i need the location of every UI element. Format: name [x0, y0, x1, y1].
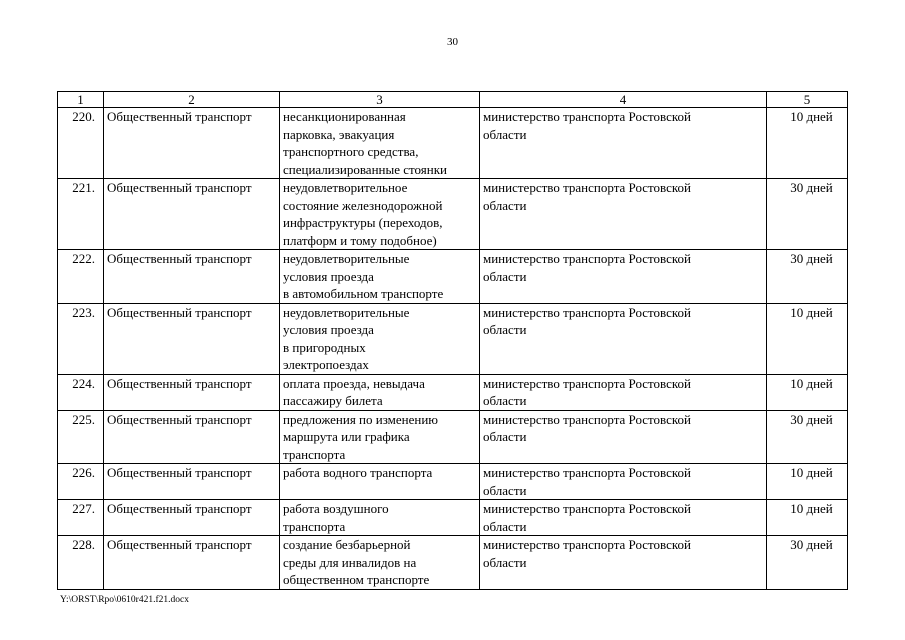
- authority-cell: [480, 108, 767, 179]
- description-cell: [280, 179, 480, 250]
- description-line: транспорта: [283, 518, 346, 534]
- table-row: [58, 303, 848, 374]
- term-cell: 10 дней: [767, 464, 848, 500]
- authority-line: министерство транспорта Ростовской: [483, 411, 692, 427]
- column-header: 2: [104, 92, 280, 108]
- description-line: транспорта: [283, 446, 346, 462]
- description-line: инфраструктуры (переходов,: [283, 215, 443, 230]
- header-row: [58, 92, 848, 108]
- description-line: работа воздушного: [283, 501, 389, 516]
- term-cell: 30 дней: [767, 410, 848, 464]
- transport-table: [57, 91, 848, 590]
- table-row: [58, 536, 848, 590]
- category-cell: Общественный транспорт: [104, 464, 280, 500]
- authority-line: области: [483, 518, 527, 534]
- authority-line: области: [483, 429, 527, 444]
- authority-cell: [480, 374, 767, 410]
- table-row: [58, 108, 848, 179]
- authority-line: области: [483, 322, 527, 337]
- row-number-cell: 226.: [58, 464, 104, 500]
- description-cell: [280, 536, 480, 590]
- category-cell: Общественный транспорт: [104, 108, 280, 179]
- authority-line: области: [483, 197, 527, 213]
- row-number-cell: 223.: [58, 303, 104, 374]
- authority-cell: [480, 500, 767, 536]
- description-line: неудовлетворительные: [283, 251, 410, 266]
- description-line: создание безбарьерной: [283, 537, 411, 552]
- category-cell: Общественный транспорт: [104, 500, 280, 536]
- authority-line: области: [483, 126, 527, 142]
- description-line: пассажиру билета: [283, 393, 383, 408]
- term-cell: 10 дней: [767, 500, 848, 536]
- row-number-cell: 220.: [58, 108, 104, 179]
- table-row: [58, 500, 848, 536]
- term-cell: 10 дней: [767, 374, 848, 410]
- description-cell: [280, 500, 480, 536]
- authority-line: министерство транспорта Ростовской: [483, 304, 692, 320]
- term-cell: 30 дней: [767, 179, 848, 250]
- authority-cell: [480, 536, 767, 590]
- authority-line: министерство транспорта Ростовской: [483, 501, 692, 516]
- authority-line: министерство транспорта Ростовской: [483, 465, 692, 480]
- authority-line: министерство транспорта Ростовской: [483, 109, 692, 124]
- description-line: состояние железнодорожной: [283, 197, 443, 213]
- column-header: 5: [767, 92, 848, 108]
- authority-line: области: [483, 268, 527, 284]
- column-header: 3: [280, 92, 480, 108]
- row-number-cell: 224.: [58, 374, 104, 410]
- description-line: общественном транспорте: [283, 572, 430, 587]
- category-cell: Общественный транспорт: [104, 536, 280, 590]
- row-number-cell: 228.: [58, 536, 104, 590]
- term-cell: 10 дней: [767, 303, 848, 374]
- description-line: платформ и тому подобное): [283, 232, 437, 248]
- description-line: в пригородных: [283, 339, 366, 355]
- term-cell: 30 дней: [767, 536, 848, 590]
- description-cell: [280, 108, 480, 179]
- authority-cell: [480, 464, 767, 500]
- authority-line: министерство транспорта Ростовской: [483, 180, 692, 195]
- row-number-cell: 222.: [58, 250, 104, 304]
- page-number: 30: [447, 36, 458, 48]
- description-line: несанкционированная: [283, 109, 406, 124]
- description-line: условия проезда: [283, 268, 374, 284]
- category-cell: Общественный транспорт: [104, 374, 280, 410]
- category-cell: Общественный транспорт: [104, 179, 280, 250]
- category-cell: Общественный транспорт: [104, 303, 280, 374]
- description-line: оплата проезда, невыдача: [283, 375, 425, 391]
- authority-cell: [480, 250, 767, 304]
- term-cell: 10 дней: [767, 108, 848, 179]
- table-row: [58, 464, 848, 500]
- row-number-cell: 227.: [58, 500, 104, 536]
- term-cell: 30 дней: [767, 250, 848, 304]
- category-cell: Общественный транспорт: [104, 250, 280, 304]
- description-line: специализированные стоянки: [283, 161, 447, 177]
- description-line: условия проезда: [283, 322, 374, 337]
- file-path-footer: Y:\ORST\Rpo\0610r421.f21.docx: [60, 595, 189, 605]
- authority-line: министерство транспорта Ростовской: [483, 537, 692, 552]
- row-number-cell: 225.: [58, 410, 104, 464]
- description-line: среды для инвалидов на: [283, 554, 417, 570]
- description-cell: [280, 250, 480, 304]
- authority-line: области: [483, 393, 527, 408]
- row-number-cell: 221.: [58, 179, 104, 250]
- category-cell: Общественный транспорт: [104, 410, 280, 464]
- description-cell: [280, 464, 480, 500]
- authority-cell: [480, 410, 767, 464]
- authority-line: области: [483, 554, 527, 570]
- description-line: работа водного транспорта: [283, 465, 433, 480]
- table-row: [58, 179, 848, 250]
- description-line: неудовлетворительное: [283, 180, 408, 195]
- description-line: в автомобильном транспорте: [283, 286, 444, 301]
- table-row: [58, 374, 848, 410]
- description-line: парковка, эвакуация: [283, 126, 395, 142]
- table-row: [58, 410, 848, 464]
- table-row: [58, 250, 848, 304]
- description-cell: [280, 303, 480, 374]
- description-line: маршрута или графика: [283, 429, 410, 444]
- authority-cell: [480, 303, 767, 374]
- description-cell: [280, 410, 480, 464]
- column-header: 4: [480, 92, 767, 108]
- authority-line: области: [483, 482, 527, 498]
- authority-line: министерство транспорта Ростовской: [483, 375, 692, 391]
- authority-cell: [480, 179, 767, 250]
- description-line: транспортного средства,: [283, 144, 419, 159]
- description-line: предложения по изменению: [283, 411, 439, 427]
- description-cell: [280, 374, 480, 410]
- column-header: 1: [58, 92, 104, 108]
- description-line: неудовлетворительные: [283, 304, 410, 320]
- description-line: электропоездах: [283, 357, 369, 372]
- authority-line: министерство транспорта Ростовской: [483, 251, 692, 266]
